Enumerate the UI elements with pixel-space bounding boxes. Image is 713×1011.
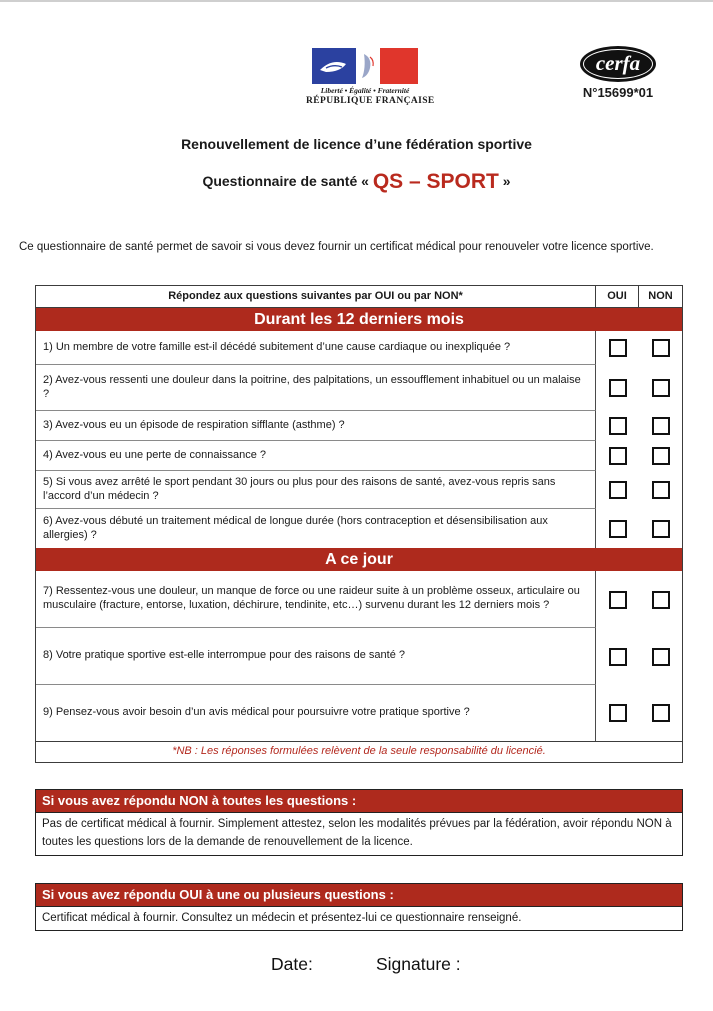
republique-francaise-label: RÉPUBLIQUE FRANÇAISE <box>306 96 435 106</box>
question-row-3 <box>36 411 682 441</box>
question-8-text: 8) Votre pratique sportive est-elle interrompue pour des raisons de santé ? <box>36 628 596 685</box>
question-5-answers <box>596 471 682 509</box>
section-banner-last-12-months: Durant les 12 derniers mois <box>36 308 682 331</box>
question-4-non-checkbox[interactable] <box>652 447 670 465</box>
question-row-2 <box>36 365 682 411</box>
subtitle-suffix: » <box>498 173 511 189</box>
question-7-text: 7) Ressentez-vous une douleur, un manque de force ou une raideur suite à un problème osseux, articulaire ou musculaire (fracture, entorse, luxation, déchirure, tendinite, etc…) survenu durant les 12 derniers mois ? <box>36 571 596 628</box>
question-6-oui-checkbox[interactable] <box>609 520 627 538</box>
table-footnote: *NB : Les réponses formulées relèvent de la seule responsabilité du licencié. <box>36 741 682 762</box>
question-row-8 <box>36 628 682 685</box>
outcome-oui-section <box>35 883 683 931</box>
header-question-column: Répondez aux questions suivantes par OUI ou par NON* <box>36 286 596 307</box>
question-7-non-checkbox[interactable] <box>652 591 670 609</box>
signature-label: Signature : <box>376 954 461 974</box>
question-3-oui-checkbox[interactable] <box>609 417 627 435</box>
question-9-answers <box>596 685 682 741</box>
qs-sport-highlight: QS – SPORT <box>372 170 499 193</box>
question-row-9 <box>36 685 682 741</box>
question-2-text: 2) Avez-vous ressenti une douleur dans la poitrine, des palpitations, un essoufflement inhabituel ou un malaise ? <box>36 365 596 411</box>
question-1-answers <box>596 331 682 365</box>
section-banner-today: A ce jour <box>36 548 682 571</box>
question-5-oui-checkbox[interactable] <box>609 481 627 499</box>
question-8-non-checkbox[interactable] <box>652 648 670 666</box>
question-4-oui-checkbox[interactable] <box>609 447 627 465</box>
question-7-oui-checkbox[interactable] <box>609 591 627 609</box>
question-row-5 <box>36 471 682 509</box>
outcome-non-section <box>35 789 683 856</box>
subtitle-prefix: Questionnaire de santé « <box>202 173 373 189</box>
question-9-non-checkbox[interactable] <box>652 704 670 722</box>
question-5-text: 5) Si vous avez arrêté le sport pendant 30 jours ou plus pour des raisons de santé, avez-vous repris sans l’accord d’un médecin ? <box>36 471 596 509</box>
outcome-oui-body: Certificat médical à fournir. Consultez un médecin et présentez-lui ce questionnaire renseigné. <box>35 907 683 931</box>
french-republic-logo <box>306 48 435 106</box>
question-9-oui-checkbox[interactable] <box>609 704 627 722</box>
outcome-oui-title: Si vous avez répondu OUI à une ou plusieurs questions : <box>35 883 683 907</box>
liberte-egalite-fraternite-motto: Liberté • Égalité • Fraternité <box>320 86 410 95</box>
question-3-non-checkbox[interactable] <box>652 417 670 435</box>
question-4-text: 4) Avez-vous eu une perte de connaissance ? <box>36 441 596 471</box>
table-header-row <box>36 286 682 308</box>
cerfa-form-number: N°15699*01 <box>582 85 654 100</box>
question-7-answers <box>596 571 682 628</box>
form-title: Renouvellement de licence d’une fédération sportive <box>181 136 532 152</box>
question-1-non-checkbox[interactable] <box>652 339 670 357</box>
question-2-non-checkbox[interactable] <box>652 379 670 397</box>
form-subtitle <box>0 170 713 194</box>
outcome-non-title: Si vous avez répondu NON à toutes les questions : <box>35 789 683 813</box>
cerfa-wordmark: cerfa <box>595 50 641 75</box>
question-6-non-checkbox[interactable] <box>652 520 670 538</box>
question-6-text: 6) Avez-vous débuté un traitement médical de longue durée (hors contraception et désensibilisation aux allergies) ? <box>36 509 596 548</box>
question-4-answers <box>596 441 682 471</box>
question-row-7 <box>36 571 682 628</box>
question-9-text: 9) Pensez-vous avoir besoin d’un avis médical pour poursuivre votre pratique sportive ? <box>36 685 596 741</box>
question-3-answers <box>596 411 682 441</box>
outcome-non-body: Pas de certificat médical à fournir. Simplement attestez, selon les modalités prévues par la fédération, avoir répondu NON à toutes les questions lors de la demande de renouvellement de la licence. <box>35 813 683 856</box>
question-2-answers <box>596 365 682 411</box>
question-3-text: 3) Avez-vous eu un épisode de respiration sifflante (asthme) ? <box>36 411 596 441</box>
question-2-oui-checkbox[interactable] <box>609 379 627 397</box>
question-8-answers <box>596 628 682 685</box>
question-8-oui-checkbox[interactable] <box>609 648 627 666</box>
intro-text: Ce questionnaire de santé permet de savoir si vous devez fournir un certificat médical pour renouveler votre licence sportive. <box>19 241 654 253</box>
question-1-text: 1) Un membre de votre famille est-il décédé subitement d’une cause cardiaque ou inexpliquée ? <box>36 331 596 365</box>
question-5-non-checkbox[interactable] <box>652 481 670 499</box>
question-1-oui-checkbox[interactable] <box>609 339 627 357</box>
cerfa-logo <box>578 46 658 100</box>
health-questionnaire-table <box>35 285 683 763</box>
header-oui-column: OUI <box>596 286 639 307</box>
question-row-6 <box>36 509 682 548</box>
header-non-column: NON <box>648 289 673 302</box>
date-label: Date: <box>271 954 313 974</box>
cerfa-ellipse-icon <box>580 46 656 82</box>
question-6-answers <box>596 509 682 548</box>
question-row-4 <box>36 441 682 471</box>
question-row-1 <box>36 331 682 365</box>
french-flag-marianne-icon <box>312 48 418 84</box>
